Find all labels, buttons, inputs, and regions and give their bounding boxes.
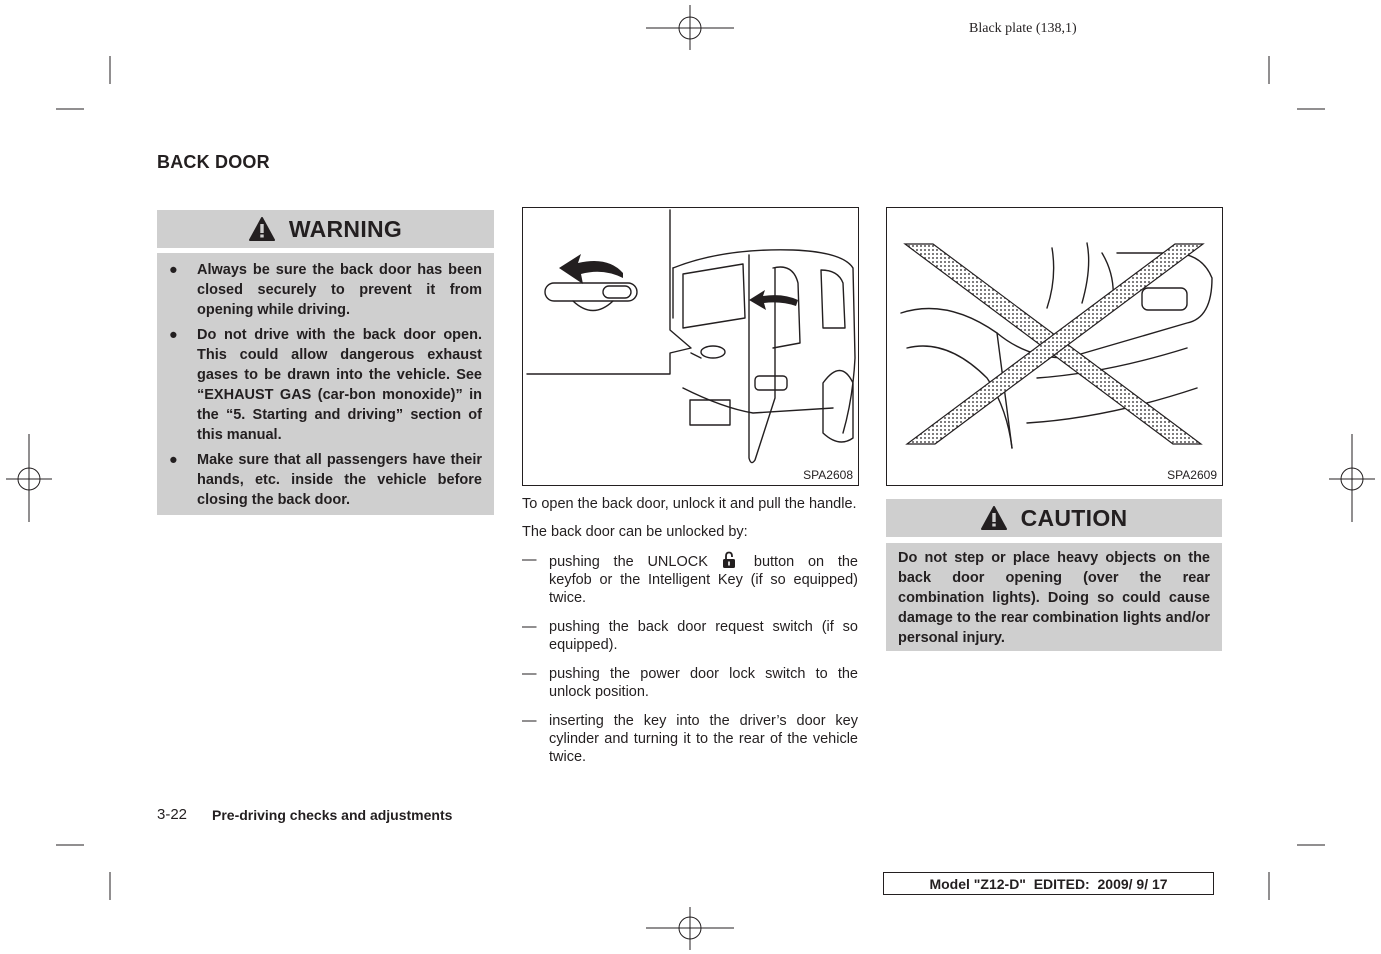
list-item: — inserting the key into the driver’s door key cylinder and turning it to the rear of the vehicle twice. xyxy=(522,713,858,765)
figure-do-not-step xyxy=(886,207,1223,486)
warning-item-text: Always be sure the back door has been closed securely to prevent it from opening while driving. xyxy=(197,262,482,318)
caution-text: Do not step or place heavy objects on the back door opening (over the rear combination lights). Doing so could cause damage to the rear combination lights and/or personal injury. xyxy=(898,550,1210,646)
warning-item-text: Make sure that all passengers have their hands, etc. inside the vehicle before closing the back door. xyxy=(197,452,482,508)
list-item: — pushing the power door lock switch to the unlock position. xyxy=(522,666,858,700)
list-item: — pushing the back door request switch (if so equipped). xyxy=(522,619,858,653)
figure-code: SPA2608 xyxy=(803,468,853,482)
footer-section-title: Pre-driving checks and adjustments xyxy=(212,807,453,823)
warning-body xyxy=(157,253,494,515)
warning-triangle-icon xyxy=(981,506,1007,530)
list-item-text: inserting the key into the driver’s door key cylinder and turning it to the rear of the vehicle twice. xyxy=(549,713,858,765)
page-number: 3-22 xyxy=(157,806,188,823)
warning-triangle-icon xyxy=(249,217,275,241)
warning-item: ● Always be sure the back door has been closed securely to prevent it from opening while driving. xyxy=(169,262,482,318)
list-item-text: pushing the UNLOCK xyxy=(549,554,708,570)
warning-item-text: Do not drive with the back door open. This could allow dangerous exhaust gases to be drawn into the vehicle. See “EXHAUST GAS (car-bon monoxide)” in the “5. Starting and driving” section of this manual. xyxy=(197,327,482,443)
instructions-text xyxy=(522,495,858,777)
intro-paragraph: To open the back door, unlock it and pull the handle. xyxy=(522,496,857,512)
model-edit-stamp: Model "Z12-D" EDITED: 2009/ 9/ 17 xyxy=(883,872,1214,895)
figure-code: SPA2609 xyxy=(1167,468,1217,482)
section-title: BACK DOOR xyxy=(157,152,270,172)
unlock-padlock-icon xyxy=(722,551,736,569)
list-item: — pushing the UNLOCK button on the keyfob or the Intelligent Key (if so equipped) twice. xyxy=(522,552,858,606)
unlock-lead: The back door can be unlocked by: xyxy=(522,524,748,540)
warning-item: ● Do not drive with the back door open. This could allow dangerous exhaust gases to be drawn into the vehicle. See “EXHAUST GAS (car-bon monoxide)” in the “5. Starting and driving” section of this manual. xyxy=(169,327,482,443)
list-item-text: pushing the back door request switch (if so equipped). xyxy=(549,619,858,653)
caution-header xyxy=(886,499,1222,537)
caution-body xyxy=(886,543,1222,651)
back-door-illustration xyxy=(523,208,858,485)
warning-title: WARNING xyxy=(288,215,403,242)
warning-item: ● Make sure that all passengers have their hands, etc. inside the vehicle before closing the back door. xyxy=(169,452,482,508)
caution-title: CAUTION xyxy=(1020,504,1128,531)
list-item-text: pushing the power door lock switch to the unlock position. xyxy=(549,666,858,700)
warning-header xyxy=(157,210,494,248)
figure-open-back-door xyxy=(522,207,859,486)
list-item-text: button on the keyfob or the Intelligent Key (if so equipped) twice. xyxy=(549,554,858,606)
plate-label: Black plate (138,1) xyxy=(969,21,1077,36)
no-step-illustration xyxy=(887,208,1222,485)
